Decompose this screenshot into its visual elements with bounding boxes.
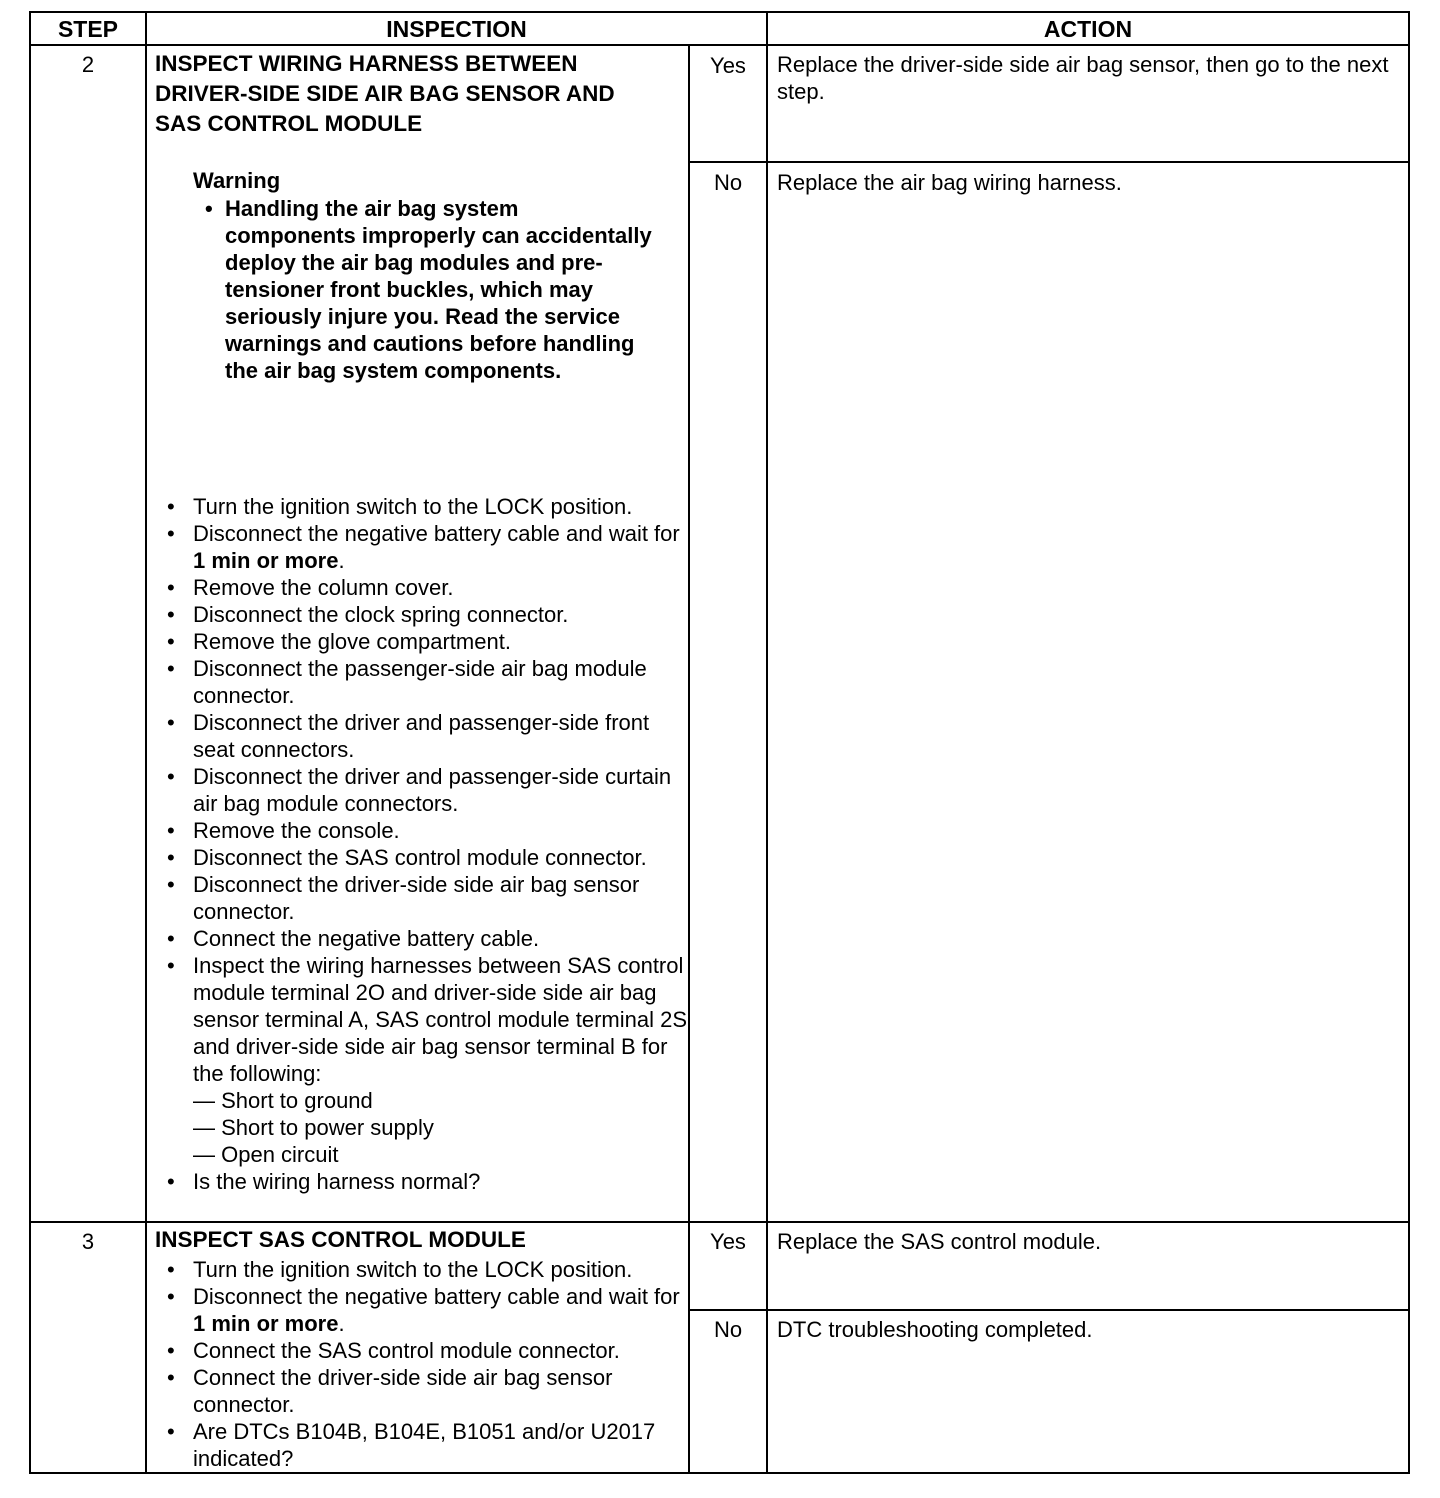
- divider-step: [145, 13, 147, 1472]
- procedure-item: • Are DTCs B104B, B104E, B1051 and/or U2017 indicated?: [155, 1418, 687, 1472]
- procedure-item: • Connect the negative battery cable.: [155, 925, 687, 952]
- yes-label: Yes: [710, 53, 746, 78]
- yes-label: Yes: [710, 1229, 746, 1254]
- procedure-list-step3: [155, 1256, 687, 1472]
- procedure-item: • Turn the ignition switch to the LOCK position.: [155, 1256, 687, 1283]
- step-title: [155, 49, 685, 139]
- header-step: STEP: [57, 15, 119, 42]
- procedure-item: • Remove the glove compartment.: [155, 628, 687, 655]
- yes-action: Replace the SAS control module.: [777, 1229, 1102, 1254]
- divider-step2-step3: [31, 1221, 1408, 1223]
- divider-inspection: [688, 45, 690, 1472]
- step-title: [155, 1225, 685, 1255]
- title-line: SAS CONTROL MODULE: [155, 111, 423, 136]
- no-label: No: [713, 170, 743, 195]
- troubleshooting-table: [29, 11, 1410, 1474]
- no-action: Replace the air bag wiring harness.: [777, 170, 1122, 195]
- procedure-item: • Disconnect the passenger-side air bag module connector.: [155, 655, 687, 709]
- procedure-item: • Remove the column cover.: [155, 574, 687, 601]
- warning-heading: Warning: [193, 168, 281, 193]
- procedure-subitem: — Short to ground: [193, 1088, 373, 1113]
- title-line: INSPECT SAS CONTROL MODULE: [155, 1227, 526, 1252]
- divider-step2-yes-no: [688, 161, 1408, 163]
- no-action: DTC troubleshooting completed.: [777, 1317, 1093, 1342]
- title-line: DRIVER-SIDE SIDE AIR BAG SENSOR AND: [155, 81, 615, 106]
- warning-text: • Handling the air bag system components improperly can accidentally deploy the air bag modules and pre-tensioner front buckles, which may seriously injure you. Read the service warnings and cautions before handling the air bag system components.: [193, 195, 653, 384]
- procedure-item: • Remove the console.: [155, 817, 687, 844]
- procedure-item: • Disconnect the SAS control module connector.: [155, 844, 687, 871]
- header-inspection: INSPECTION: [386, 15, 527, 42]
- divider-step3-yes-no: [688, 1309, 1408, 1311]
- procedure-item: • Is the wiring harness normal?: [155, 1168, 687, 1195]
- step-number: 2: [81, 52, 95, 77]
- procedure-subitem: — Open circuit: [193, 1142, 339, 1167]
- warning-list: [193, 195, 653, 384]
- procedure-item: • Connect the SAS control module connector.: [155, 1337, 687, 1364]
- divider-action: [766, 13, 768, 1472]
- procedure-item: • Connect the driver-side side air bag sensor connector.: [155, 1364, 687, 1418]
- procedure-item: • Disconnect the driver-side side air bag sensor connector.: [155, 871, 687, 925]
- procedure-item: • Disconnect the negative battery cable and wait for 1 min or more.: [155, 1283, 687, 1337]
- yes-action: Replace the driver-side side air bag sensor, then go to the next step.: [777, 52, 1389, 104]
- title-line: INSPECT WIRING HARNESS BETWEEN: [155, 51, 578, 76]
- header-action: ACTION: [1043, 15, 1133, 42]
- procedure-item: • Disconnect the driver and passenger-side curtain air bag module connectors.: [155, 763, 687, 817]
- procedure-subitem: — Short to power supply: [193, 1115, 434, 1140]
- procedure-item: • Turn the ignition switch to the LOCK position.: [155, 493, 687, 520]
- no-label: No: [713, 1317, 743, 1342]
- procedure-item: • Disconnect the clock spring connector.: [155, 601, 687, 628]
- procedure-item: • Disconnect the driver and passenger-side front seat connectors.: [155, 709, 687, 763]
- procedure-item: • Disconnect the negative battery cable and wait for 1 min or more.: [155, 520, 687, 574]
- warning-block: [193, 167, 653, 384]
- procedure-item: • Inspect the wiring harnesses between SAS control module terminal 2O and driver-side side air bag sensor terminal A, SAS control module terminal 2S and driver-side side air bag sensor terminal B for the following: — Short to ground — Short to power supply — Open circuit: [155, 952, 687, 1168]
- step-number: 3: [81, 1229, 95, 1254]
- procedure-list-step2: [155, 493, 687, 1195]
